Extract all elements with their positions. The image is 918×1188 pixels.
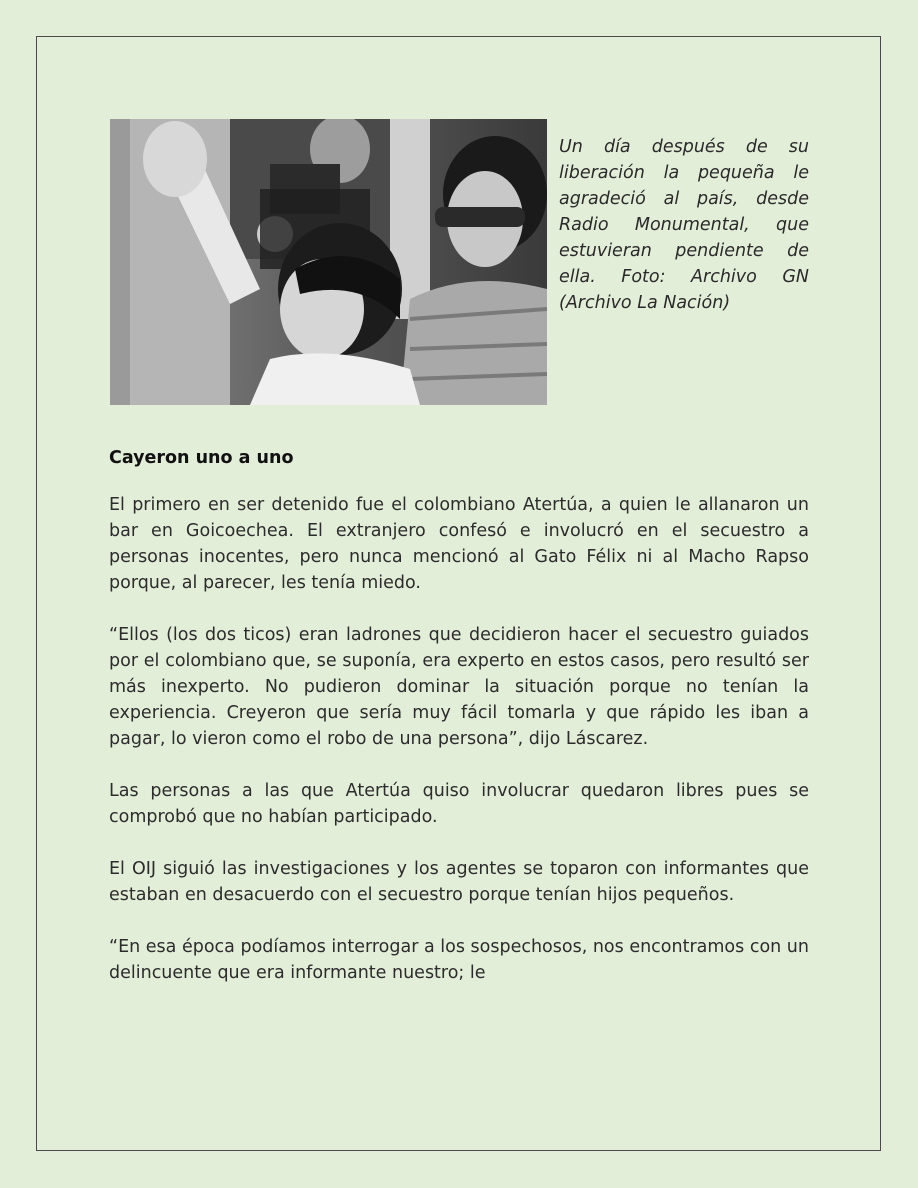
photo-illustration [110, 119, 547, 405]
section-heading: Cayeron uno a uno [109, 448, 294, 468]
article-body [109, 492, 809, 1012]
paragraph: El OIJ siguió las investigaciones y los agentes se toparon con informantes que estaban en desacuerdo con el secuestro porque tenían hijos pequeños. [109, 859, 809, 905]
paragraph: Las personas a las que Atertúa quiso involucrar quedaron libres pues se comprobó que no habían participado. [109, 781, 809, 827]
paragraph: “Ellos (los dos ticos) eran ladrones que decidieron hacer el secuestro guiados por el colombiano que, se suponía, era experto en estos casos, pero resultó ser más inexperto. No pudieron dominar la situación porque no tenían la experiencia. Creyeron que sería muy fácil tomarla y que rápido les iban a pagar, lo vieron como el robo de una persona”, dijo Láscarez. [109, 625, 809, 749]
photo-caption: Un día después de su liberación la pequeña le agradeció al país, desde Radio Monumental, que estuvieran pendiente de ella. Foto: Archivo GN (Archivo La Nación) [559, 137, 809, 313]
archive-photo [110, 119, 547, 405]
paragraph: “En esa época podíamos interrogar a los sospechosos, nos encontramos con un delincuente que era informante nuestro; le [109, 937, 809, 983]
paragraph: El primero en ser detenido fue el colombiano Atertúa, a quien le allanaron un bar en Goicoechea. El extranjero confesó e involucró en el secuestro a personas inocentes, pero nunca mencionó al Gato Félix ni al Macho Rapso porque, al parecer, les tenía miedo. [109, 495, 809, 593]
